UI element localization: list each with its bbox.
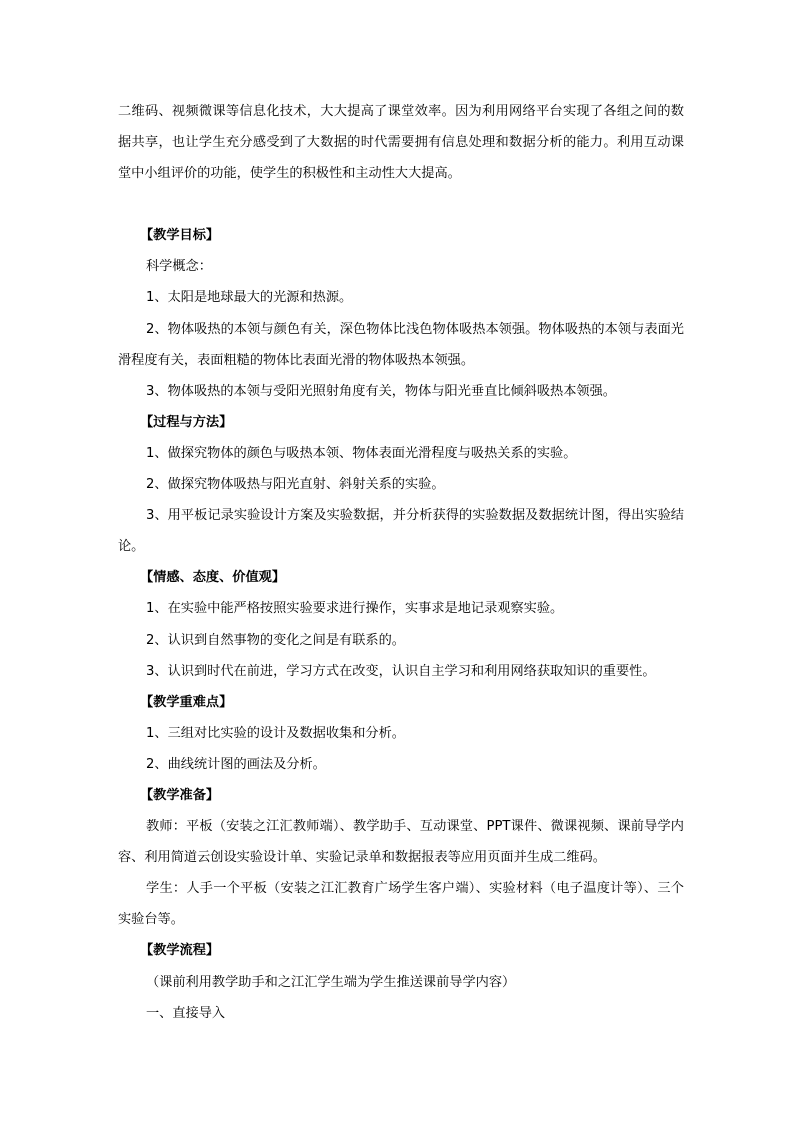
process-item-3: 3、用平板记录实验设计方案及实验数据，并分析获得的实验数据及数据统计图，得出实验结论。: [118, 508, 684, 555]
process-heading: 【过程与方法】: [140, 414, 233, 430]
values-heading: 【情感、态度、价值观】: [140, 570, 286, 586]
process-item-1: 1、做探究物体的颜色与吸热本领、物体表面光滑程度与吸热关系的实验。: [146, 445, 577, 461]
science-item-3: 3、物体吸热的本领与受阳光照射角度有关，物体与阳光垂直比倾斜吸热本领强。: [146, 383, 616, 399]
flow-heading: 【教学流程】: [140, 943, 220, 959]
intro-paragraph: 二维码、视频微课等信息化技术，大大提高了课堂效率。因为利用网络平台实现了各组之间的数据共享，也让学生充分感受到了大数据的时代需要拥有信息处理和数据分析的能力。利用互动课堂中小组评价的功能，使学生的积极性和主动性大大提高。: [118, 104, 684, 182]
key-point-item-2: 2、曲线统计图的画法及分析。: [146, 756, 326, 772]
science-item-2: 2、物体吸热的本领与颜色有关，深色物体比浅色物体吸热本领强。物体吸热的本领与表面光滑程度有关，表面粗糙的物体比表面光滑的物体吸热本领强。: [118, 321, 684, 368]
document-body: [118, 96, 684, 1029]
process-item-2: 2、做探究物体吸热与阳光直射、斜射关系的实验。: [146, 477, 445, 493]
values-item-3: 3、认识到时代在前进，学习方式在改变，认识自主学习和利用网络获取知识的重要性。: [146, 663, 656, 679]
flow-note: （课前利用教学助手和之江汇学生端为学生推送课前导学内容）: [146, 974, 516, 990]
values-item-1: 1、在实验中能严格按照实验要求进行操作，实事求是地记录观察实验。: [146, 601, 564, 617]
goals-heading: 【教学目标】: [140, 228, 220, 244]
key-points-heading: 【教学重难点】: [140, 694, 233, 710]
science-concept-label: 科学概念：: [146, 259, 212, 275]
key-point-item-1: 1、三组对比实验的设计及数据收集和分析。: [146, 725, 405, 741]
flow-step-1: 一、直接导入: [146, 1005, 226, 1021]
student-preparation: 学生：人手一个平板（安装之江汇教育广场学生客户端）、实验材料（电子温度计等）、三个实验台等。: [118, 881, 684, 928]
values-item-2: 2、认识到自然事物的变化之间是有联系的。: [146, 632, 405, 648]
preparation-heading: 【教学准备】: [140, 787, 220, 803]
teacher-preparation: 教师：平板（安装之江汇教师端）、教学助手、互动课堂、PPT课件、微课视频、课前导学内容、利用简道云创设实验设计单、实验记录单和数据报表等应用页面并生成二维码。: [118, 819, 684, 866]
paragraph-gap: [118, 189, 684, 220]
science-item-1: 1、太阳是地球最大的光源和热源。: [146, 290, 353, 306]
